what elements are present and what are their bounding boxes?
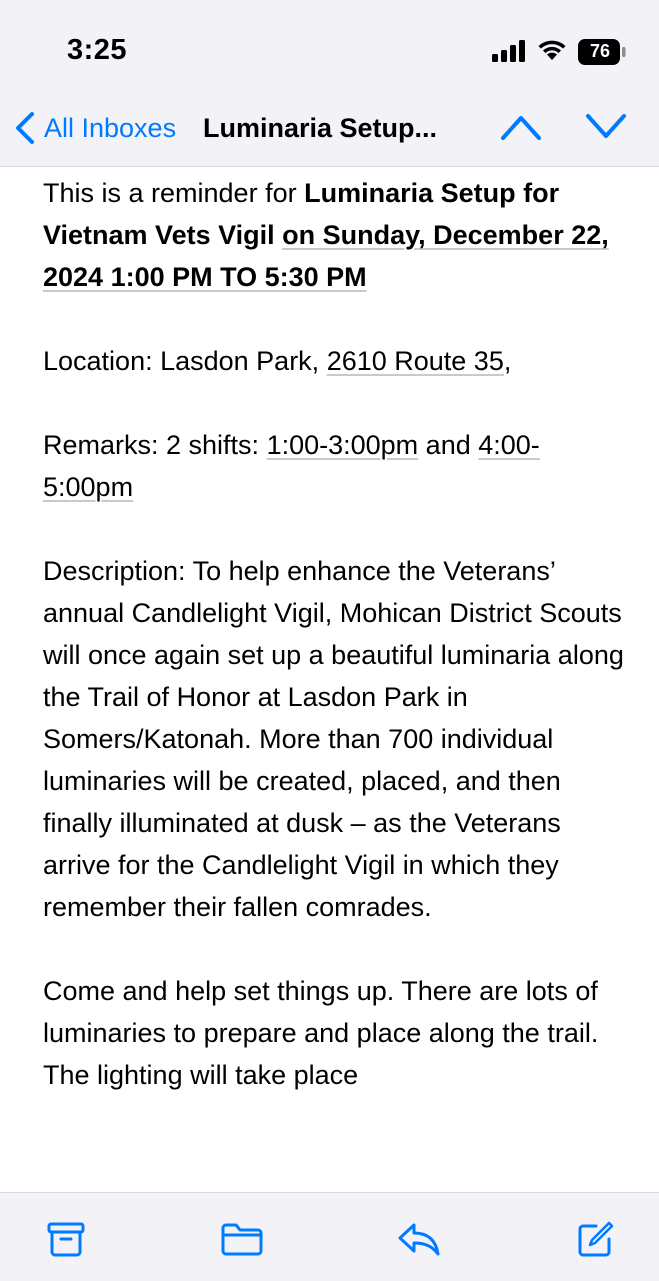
chevron-left-icon [14,111,36,145]
location-paragraph [43,340,628,382]
bottom-toolbar [0,1192,659,1281]
chevron-down-icon [585,112,627,142]
cellular-signal-icon [492,40,526,62]
remarks-paragraph [43,424,628,508]
address-link[interactable]: 2610 Route 35 [326,346,504,376]
battery-level: 76 [589,41,611,61]
wifi-icon [536,38,568,62]
status-bar [0,0,659,100]
back-button-label: All Inboxes [44,112,177,143]
back-button[interactable] [14,108,176,148]
remarks-label: Remarks: 2 shifts: [43,430,267,460]
reminder-prefix: This is a reminder for [43,178,305,208]
event-date-link[interactable]: on Sunday, December 22, 2024 1:00 PM TO 5:30 PM [43,220,609,292]
reply-icon[interactable] [397,1221,441,1257]
location-label: Location: Lasdon Park, [43,346,327,376]
chevron-up-icon [500,112,542,142]
email-subject-title: Luminaria Setup... [203,113,438,143]
previous-message-button[interactable] [500,112,542,147]
shift-two-link[interactable]: 4:00-5:00pm [43,430,540,502]
archive-icon[interactable] [47,1221,85,1257]
next-message-button[interactable] [585,112,627,147]
folder-icon[interactable] [220,1221,264,1257]
email-body [43,172,628,1138]
shift-one-link[interactable]: 1:00-3:00pm [266,430,419,460]
navigation-bar [0,100,659,167]
remarks-and: and [418,430,479,460]
status-time: 3:25 [67,34,128,66]
event-name: Luminaria Setup for Vietnam Vets Vigil [43,178,560,250]
location-suffix: , [503,346,512,376]
description-paragraph: Description: To help enhance the Veterans’ annual Candlelight Vigil, Mohican District Scouts will once again set up a beautiful luminaria along the Trail of Honor at Lasdon Park in Somers/Katonah. More than 700 individual luminaries will be created, placed, and then finally illuminated at dusk – as the Veterans arrive for the Candlelight Vigil in which they remember their fallen comrades. [43,556,624,922]
reminder-paragraph [43,172,628,298]
compose-icon[interactable] [576,1221,614,1259]
come-help-paragraph: Come and help set things up. There are lots of luminaries to prepare and place along the trail. The lighting will take place [43,976,599,1090]
